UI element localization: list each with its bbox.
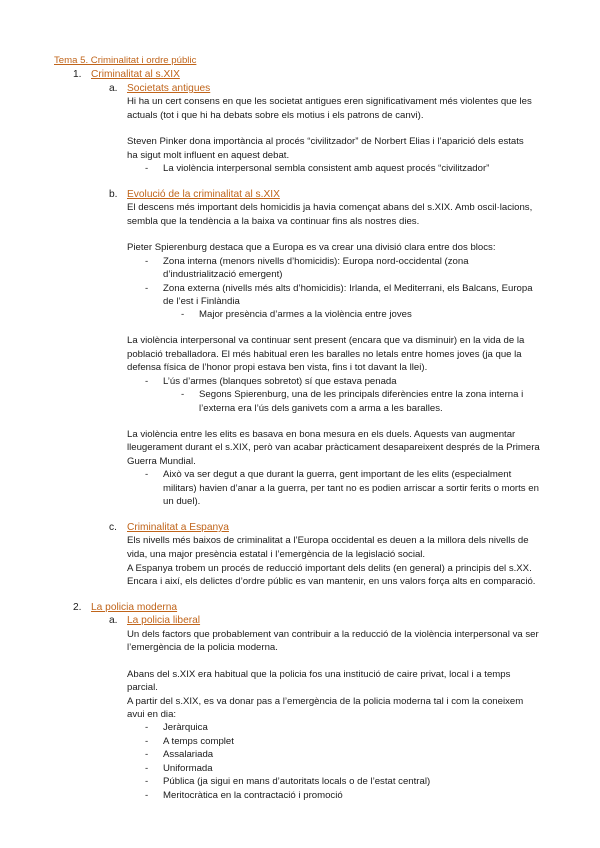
paragraph-line: Abans del s.XIX era habitual que la policia fos una institució de caire privat, local i a temps [127,669,511,680]
section-2-heading: La policia moderna [91,602,178,613]
bullet-text: Això va ser degut a que durant la guerra, gent important de les elits (especialment [163,469,512,480]
sub-bullet-text: Segons Spierenburg, una de les principals diferències entre la zona interna i [199,389,524,400]
bullet-dash: - [145,376,149,387]
bullet-dash: - [145,763,149,774]
list-item: Jeràrquica [163,722,208,733]
subsection-1c-marker: c. [109,522,117,533]
bullet-text: La violència interpersonal sembla consistent amb aquest procés “civilitzador” [163,163,490,174]
paragraph-line: Hi ha un cert consens en que les societat antigues eren significativament més violentes que les [127,96,532,107]
section-1-number: 1. [73,69,82,80]
bullet-text: un duel). [163,496,201,507]
sub-bullet-text: l’externa era l’ús dels ganivets com a arma a les baralles. [199,403,443,414]
bullet-text: L’ús d’armes (blanques sobretot) sí que estava penada [163,376,397,387]
bullet-dash: - [145,776,149,787]
subsection-1c-heading: Criminalitat a Espanya [127,522,229,533]
paragraph-line: Encara i així, els delictes d’ordre públic es van mantenir, en uns valors força alts en comparació. [127,576,536,587]
sub-bullet-text: Major presència d’armes a la violència entre joves [199,309,412,320]
section-2-number: 2. [73,602,82,613]
list-item: A temps complet [163,736,234,747]
bullet-dash: - [145,283,149,294]
paragraph-line: parcial. [127,682,158,693]
paragraph-line: Guerra Mundial. [127,456,196,467]
paragraph-line: Els nivells més baixos de criminalitat a l’Europa occidental es deuen a la millora dels nivells de [127,535,529,546]
paragraph-line: A Espanya trobem un procés de reducció important dels delits (en general) a principis del s.XX. [127,563,532,574]
bullet-text: militars) havien d’anar a la guerra, per tant no es podien arriscar a sortir ferits o morts en [163,483,539,494]
document-title: Tema 5. Criminalitat i ordre públic [54,55,197,66]
bullet-text: Zona interna (menors nivells d’homicidis): Europa nord-occidental (zona [163,256,469,267]
paragraph-line: Steven Pinker dona importància al procés “civilitzador” de Norbert Elias i l’aparició dels estats [127,136,524,147]
bullet-dash: - [145,790,149,801]
subsection-1a-heading: Societats antigues [127,83,211,94]
bullet-dash: - [145,163,149,174]
list-item: Assalariada [163,749,214,760]
sub-bullet-dash: - [181,389,185,400]
paragraph-line: lleugerament durant el s.XIX, però van acabar pràcticament desapareixent després de la Primera [127,442,540,453]
bullet-text: Zona externa (nivells més alts d’homicidis): Irlanda, el Mediterrani, els Balcans, Europa [163,283,533,294]
paragraph-line: Pieter Spierenburg destaca que a Europa es va crear una divisió clara entre dos blocs: [127,242,496,253]
list-item: Meritocràtica en la contractació i promoció [163,790,343,801]
paragraph-line: vida, una major presència estatal i l’emergència de la legislació social. [127,549,426,560]
paragraph-line: Un dels factors que probablement van contribuir a la reducció de la violència interpersonal va ser [127,629,539,640]
paragraph-line: El descens més important dels homicidis ja havia començat abans del s.XIX. Amb oscil·lacions, [127,202,533,213]
paragraph-line: ha sigut molt influent en aquest debat. [127,150,290,161]
subsection-1b-marker: b. [109,189,118,200]
sub-bullet-dash: - [181,309,185,320]
bullet-text: d’industrialització emergent) [163,269,283,280]
paragraph-line: defensa física de l’honor propi estava ben vista, fins i tot davant la llei). [127,362,428,373]
subsection-2a-heading: La policia liberal [127,615,201,626]
paragraph-line: avui en dia: [127,709,177,720]
subsection-1b-heading: Evolució de la criminalitat al s.XIX [127,189,280,200]
list-item: Pública (ja sigui en mans d’autoritats locals o de l’estat central) [163,776,431,787]
list-item: Uniformada [163,763,213,774]
paragraph-line: La violència entre les elits es basava en bona mesura en els duels. Aquests van augmentar [127,429,516,440]
paragraph-line: població treballadora. El més habitual eren les baralles no letals entre homes joves (ja que la [127,349,522,360]
bullet-text: de l’est i Finlàndia [163,296,240,307]
paragraph-line: La violència interpersonal va continuar sent present (encara que va disminuir) en la vida de la [127,335,525,346]
paragraph-line: l’emergència de la policia moderna. [127,642,278,653]
bullet-dash: - [145,722,149,733]
bullet-dash: - [145,469,149,480]
paragraph-line: A partir del s.XIX, es va donar pas a l’emergència de la policia moderna tal i com la coneixem [127,696,524,707]
paragraph-line: actuals (tot i que hi ha debats sobre els motius i els patrons de canvi). [127,110,424,121]
section-1-heading: Criminalitat al s.XIX [91,69,180,80]
bullet-dash: - [145,256,149,267]
subsection-2a-marker: a. [109,615,118,626]
subsection-1a-marker: a. [109,83,118,94]
paragraph-line: sembla que la tendència a la baixa va continuar fins als nostres dies. [127,216,420,227]
bullet-dash: - [145,736,149,747]
bullet-dash: - [145,749,149,760]
